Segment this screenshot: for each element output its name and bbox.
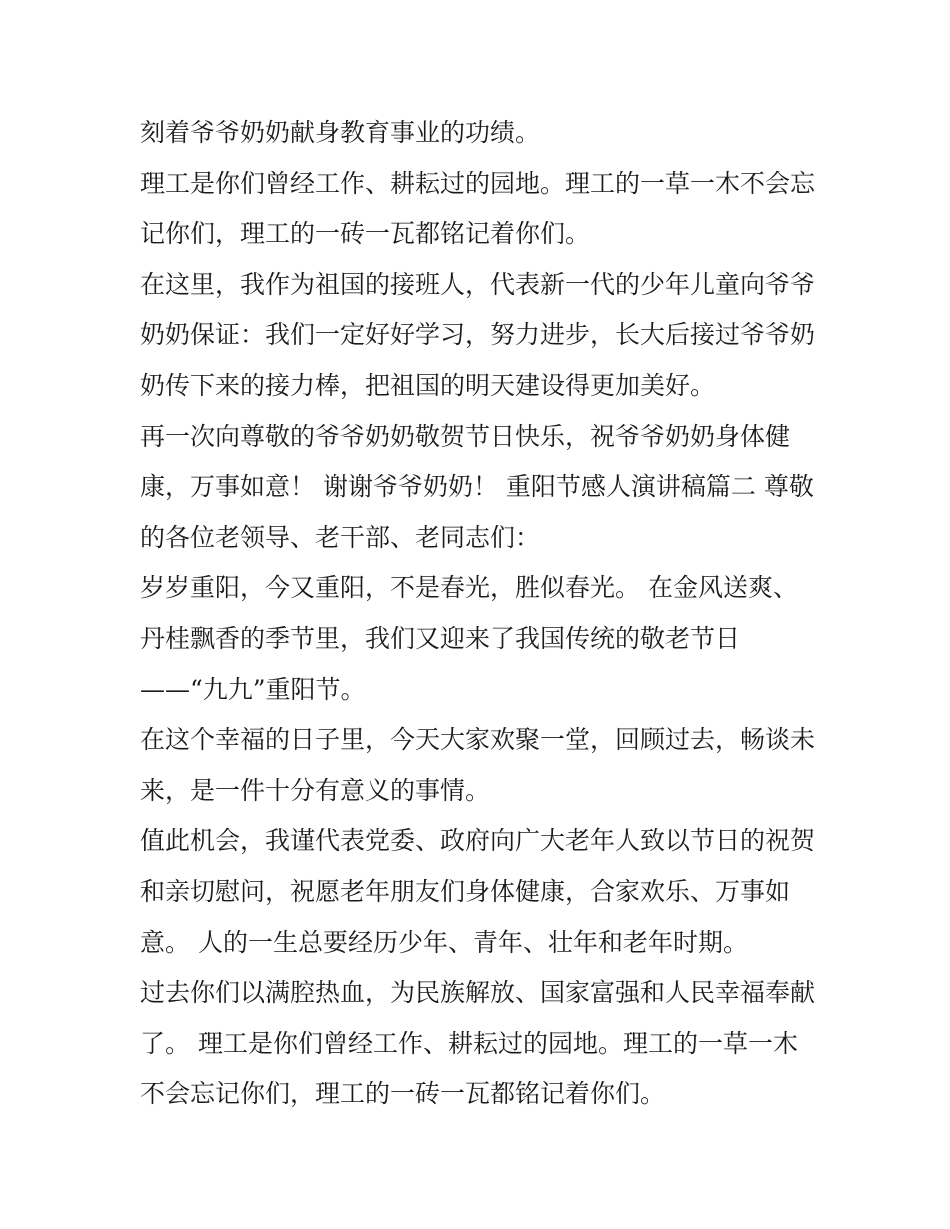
text-line: 过去你们以满腔热血，为民族解放、国家富强和人民幸福奉献	[140, 978, 816, 1008]
body-text	[140, 108, 820, 1120]
text-line: 了。 理工是你们曾经工作、耕耘过的园地。理工的一草一木	[140, 1028, 798, 1058]
text-line: 奶奶保证：我们一定好好学习，努力进步，长大后接过爷爷奶	[140, 320, 816, 350]
text-line: 值此机会，我谨代表党委、政府向广大老年人致以节日的祝贺	[140, 826, 816, 856]
text-line: 记你们，理工的一砖一瓦都铭记着你们。	[140, 219, 591, 249]
text-line: 在这里，我作为祖国的接班人，代表新一代的少年儿童向爷爷	[140, 269, 816, 299]
text-line: 理工是你们曾经工作、耕耘过的园地。理工的一草一木不会忘	[140, 168, 816, 198]
text-line: 不会忘记你们，理工的一砖一瓦都铭记着你们。	[140, 1079, 666, 1109]
text-line: 刻着爷爷奶奶献身教育事业的功绩。	[140, 118, 541, 147]
text-line: 奶传下来的接力棒，把祖国的明天建设得更加美好。	[140, 370, 716, 400]
text-line: 来，是一件十分有意义的事情。	[140, 775, 491, 805]
text-line: 再一次向尊敬的爷爷奶奶敬贺节日快乐，祝爷爷奶奶身体健	[140, 421, 791, 451]
text-line: 康，万事如意！ 谢谢爷爷奶奶！ 重阳节感人演讲稿篇二 尊敬	[140, 472, 814, 502]
text-line: 意。 人的一生总要经历少年、青年、壮年和老年时期。	[140, 927, 748, 957]
text-line: 在这个幸福的日子里，今天大家欢聚一堂，回顾过去，畅谈未	[140, 725, 816, 755]
text-line: 和亲切慰问，祝愿老年朋友们身体健康，合家欢乐、万事如	[140, 876, 791, 906]
text-line: 的各位老领导、老干部、老同志们：	[140, 522, 541, 552]
text-line: ——“九九”重阳节。	[140, 674, 366, 704]
text-line: 丹桂飘香的季节里，我们又迎来了我国传统的敬老节日	[140, 623, 741, 653]
text-line: 岁岁重阳，今又重阳，不是春光，胜似春光。 在金风送爽、	[140, 573, 798, 603]
